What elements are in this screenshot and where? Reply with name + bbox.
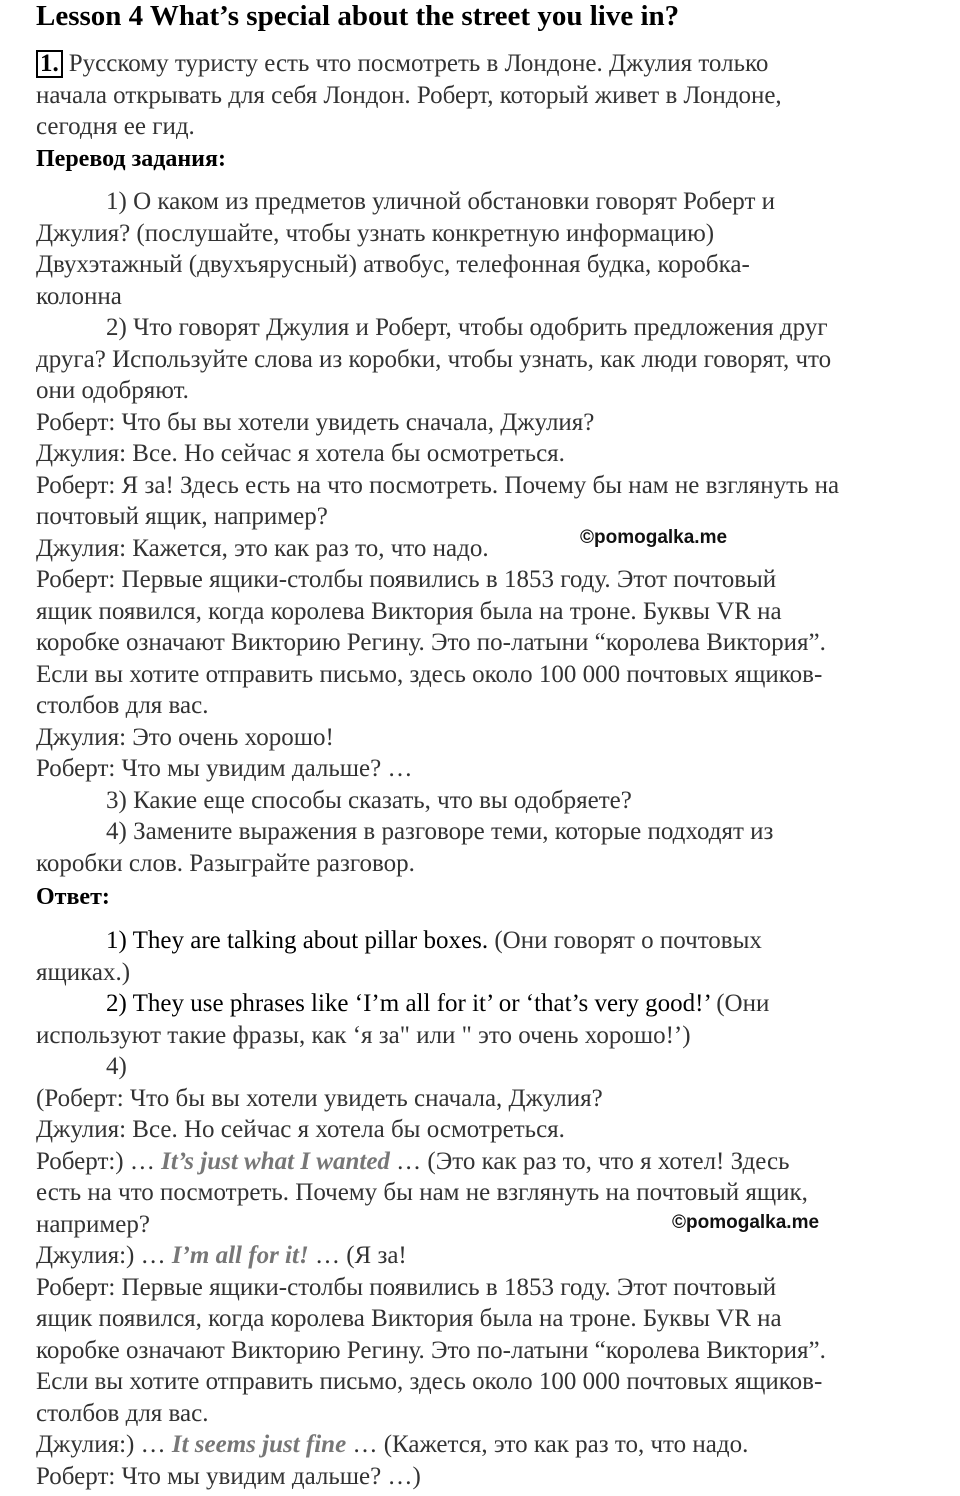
highlighted-phrase: It seems just fine (171, 1431, 347, 1458)
highlighted-phrase: It’s just what I wanted (161, 1147, 390, 1175)
translation-line: колонна (36, 282, 122, 310)
translation-line: коробки слов. Разыграйте разговор. (36, 849, 415, 877)
translation-line: 4) Замените выражения в разговоре теми, которые подходят из (106, 818, 774, 845)
answer-line: используют такие фразы, как ‘я за" или " это очень хорошо!’) (36, 1021, 691, 1049)
translation-line: Двухэтажный (двухъярусный) атвобус, телефонная будка, коробка- (36, 251, 750, 278)
translation-section (36, 186, 926, 879)
translation-heading-block (36, 144, 926, 176)
dialogue-line: Джулия: Все. Но сейчас я хотела бы осмотреться. (36, 1116, 565, 1143)
translation-line: Роберт: Первые ящики-столбы появились в 1853 году. Этот почтовый (36, 566, 777, 593)
dialogue-line: например? (36, 1210, 150, 1238)
translation-line: они одобряют. (36, 377, 189, 404)
translation-line: Если вы хотите отправить письмо, здесь около 100 000 почтовых ящиков- (36, 660, 823, 688)
dialogue-line: есть на что посмотреть. Почему бы нам не взглянуть на почтовый ящик, (36, 1179, 808, 1206)
dialogue-line: Роберт: Первые ящики-столбы появились в 1853 году. Этот почтовый (36, 1273, 777, 1301)
answer-heading: Ответ: (36, 884, 110, 910)
translation-line: ящик появился, когда королева Виктория была на троне. Буквы VR на (36, 597, 782, 625)
watermark-text: ©pomogalka.me (672, 1212, 820, 1233)
intro-line: сегодня ее гид. (36, 113, 195, 140)
translation-line: друга? Используйте слова из коробки, чтобы узнать, как люди говорят, что (36, 345, 832, 373)
dialogue-line: столбов для вас. (36, 1399, 209, 1427)
highlighted-phrase: I’m all for it! (171, 1242, 309, 1269)
translation-line: Роберт: Я за! Здесь есть на что посмотреть. Почему бы нам не взглянуть на (36, 471, 840, 499)
translation-line: коробке означают Викторию Регину. Это по-латыни “королева Виктория”. (36, 629, 826, 656)
dialogue-line: ящик появился, когда королева Виктория была на троне. Буквы VR на (36, 1305, 782, 1332)
dialogue-line: Джулия:) … It seems just fine … (Кажется, это как раз то, что надо. (36, 1431, 749, 1458)
translation-line: столбов для вас. (36, 692, 209, 719)
answer-section (36, 925, 926, 1492)
exercise-number-badge: 1. (36, 50, 63, 78)
answer-line: 2) They use phrases like ‘I’m all for it’ or ‘that’s very good!’ (Они (106, 990, 770, 1017)
answer-heading-block (36, 882, 926, 914)
answer-line: ящиках.) (36, 958, 131, 986)
translation-line: Джулия: Это очень хорошо! (36, 723, 334, 751)
translation-line: Роберт: Что бы вы хотели увидеть сначала, Джулия? (36, 408, 595, 436)
lesson-title: Lesson 4 What’s special about the street you live in? (36, 0, 680, 32)
translation-line: Джулия: Все. Но сейчас я хотела бы осмотреться. (36, 440, 565, 467)
watermark-text: ©pomogalka.me (580, 527, 728, 548)
translation-line: 2) Что говорят Джулия и Роберт, чтобы одобрить предложения друг (106, 314, 828, 341)
translation-line: почтовый ящик, например? (36, 503, 328, 530)
intro-paragraph (36, 48, 926, 143)
answer-line: 1) They are talking about pillar boxes. (Они говорят о почтовых (106, 927, 762, 954)
intro-line: 1. Русскому туристу есть что посмотреть в Лондоне. Джулия только (36, 48, 926, 80)
dialogue-line: коробке означают Викторию Регину. Это по-латыни “королева Виктория”. (36, 1336, 826, 1364)
dialogue-line: Роберт: Что мы увидим дальше? …) (36, 1462, 421, 1490)
translation-line: 3) Какие еще способы сказать, что вы одобряете? (106, 786, 632, 814)
translation-heading: Перевод задания: (36, 146, 226, 172)
intro-line: начала открывать для себя Лондон. Роберт, который живет в Лондоне, (36, 81, 782, 109)
translation-line: Джулия: Кажется, это как раз то, что надо. (36, 534, 489, 562)
dialogue-line: (Роберт: Что бы вы хотели увидеть сначала, Джулия? (36, 1084, 603, 1112)
translation-line: Джулия? (послушайте, чтобы узнать конкретную информацию) (36, 219, 715, 247)
translation-line: 1) О каком из предметов уличной обстановки говорят Роберт и (106, 188, 776, 215)
answer-line: 4) (106, 1053, 127, 1080)
dialogue-line: Джулия:) … I’m all for it! … (Я за! (36, 1242, 407, 1269)
dialogue-line: Роберт:) … It’s just what I wanted … (Это как раз то, что я хотел! Здесь (36, 1147, 790, 1175)
dialogue-line: Если вы хотите отправить письмо, здесь около 100 000 почтовых ящиков- (36, 1368, 823, 1395)
translation-line: Роберт: Что мы увидим дальше? … (36, 755, 413, 782)
